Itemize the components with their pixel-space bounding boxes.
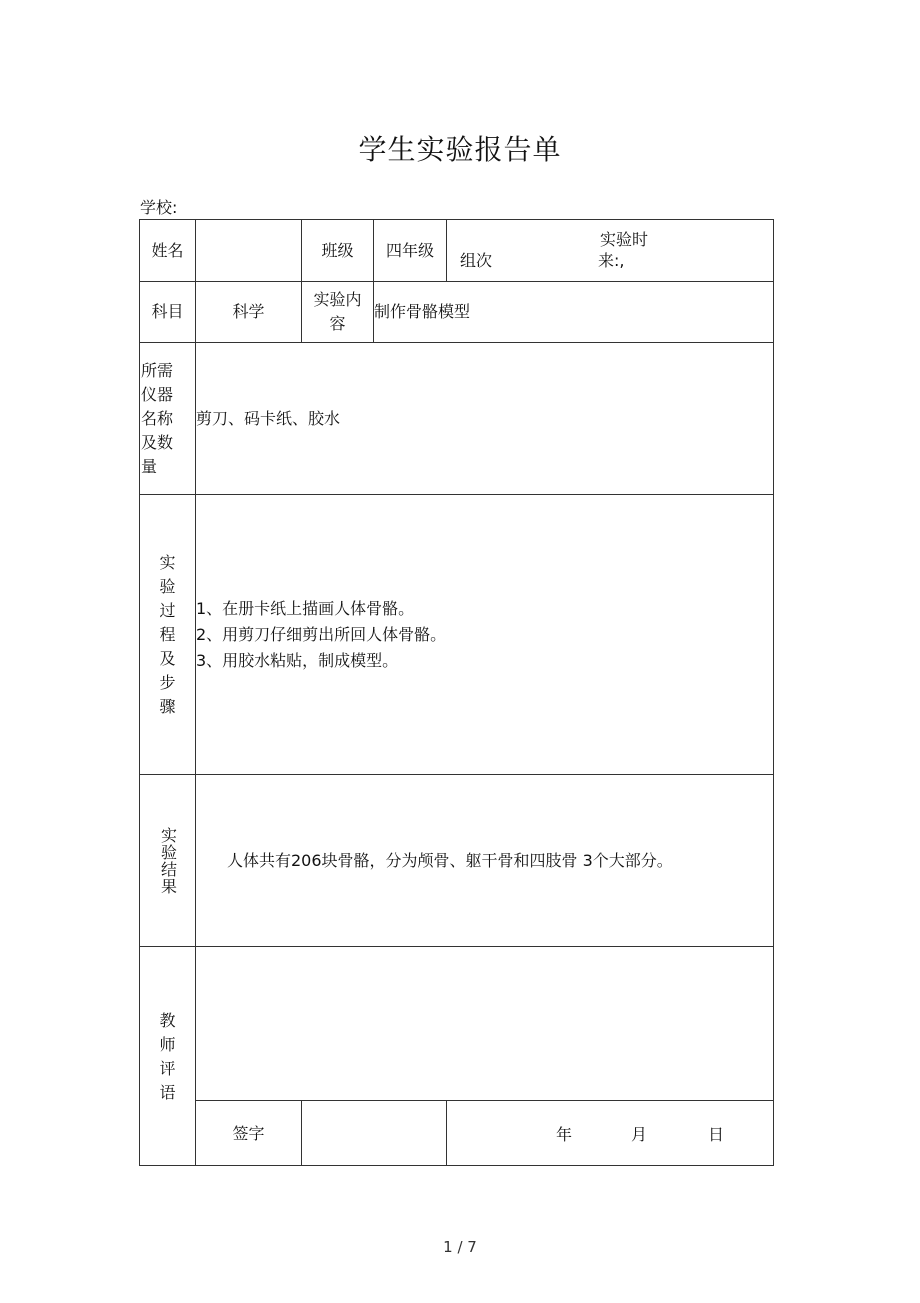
subject-label: 科目 [151, 302, 184, 321]
teacher-comment-cell[interactable] [195, 946, 774, 1100]
date-year: 年 [556, 1125, 573, 1144]
instruments-value: 剪刀、码卡纸、胶水 [196, 408, 341, 428]
content-label-cell [301, 281, 373, 342]
process-label-cell [139, 494, 195, 774]
content-value-cell[interactable] [373, 281, 774, 342]
school-label: 学校: [140, 198, 178, 217]
date-cell[interactable] [446, 1100, 774, 1166]
time-label-line2: 来:, [598, 251, 625, 270]
teacher-label-cell [139, 946, 195, 1166]
result-value-cell[interactable] [195, 774, 774, 946]
subject-value: 科学 [232, 302, 265, 321]
result-label: 实验结果 [158, 826, 178, 895]
name-label: 姓名 [151, 240, 184, 260]
subject-value-cell[interactable] [195, 281, 301, 342]
group-time-cell[interactable] [446, 219, 774, 281]
report-table [139, 219, 774, 1166]
instruments-label-cell [139, 342, 195, 494]
process-steps-cell[interactable] [195, 494, 774, 774]
time-label-line1: 实验时 [600, 230, 649, 249]
content-value: 制作骨骼模型 [374, 302, 471, 321]
content-label: 实验内 容 [313, 290, 362, 333]
process-step: 1、在册卡纸上描画人体骨骼。 [196, 598, 415, 618]
name-value-cell[interactable] [195, 219, 301, 281]
process-step: 3、用胶水粘贴，制成模型。 [196, 650, 399, 670]
group-label: 组次 [460, 251, 493, 270]
signature-value-cell[interactable] [301, 1100, 446, 1166]
class-value-cell[interactable] [373, 219, 446, 281]
signature-label: 签字 [232, 1123, 265, 1143]
instruments-value-cell[interactable] [195, 342, 774, 494]
page-number: 1 / 7 [443, 1238, 477, 1256]
name-label-cell [139, 219, 195, 281]
page-title: 学生实验报告单 [358, 133, 562, 166]
class-value: 四年级 [385, 240, 434, 260]
date-month: 月 [631, 1125, 648, 1144]
subject-label-cell [139, 281, 195, 342]
class-label-cell [301, 219, 373, 281]
date-day: 日 [708, 1125, 725, 1144]
result-value: 人体共有206块骨骼，分为颅骨、躯干骨和四肢骨 3个大部分。 [227, 850, 673, 870]
process-step: 2、用剪刀仔细剪出所回人体骨骼。 [196, 624, 447, 644]
result-label-cell [139, 774, 195, 946]
process-label: 实 验 过 程 及 步 骤 [159, 552, 176, 716]
teacher-label: 教 师 评 语 [159, 1010, 176, 1102]
instruments-label: 所需 仪器 名称 及数 量 [141, 360, 174, 476]
class-label: 班级 [321, 240, 354, 260]
signature-label-cell [195, 1100, 301, 1166]
